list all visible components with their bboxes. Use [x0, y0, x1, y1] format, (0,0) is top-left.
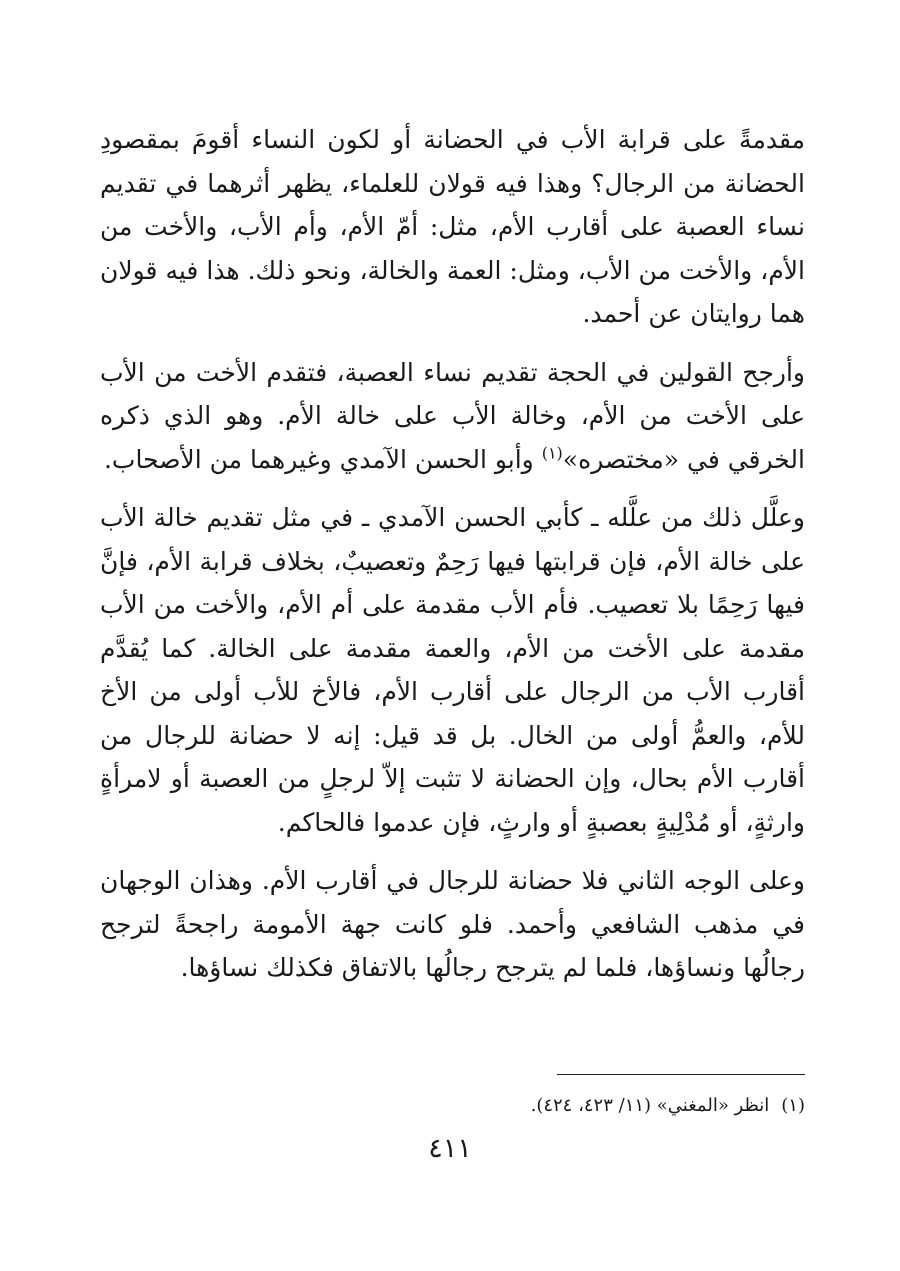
- paragraph-2-text-after-note: وأبو الحسن الآمدي وغيرهما من الأصحاب.: [103, 444, 542, 474]
- page-body: [100, 118, 805, 990]
- paragraph-1: مقدمةً على قرابة الأب في الحضانة أو لكون النساء أقومَ بمقصودِ الحضانة من الرجال؟ وهذا فيه قولان للعلماء، يظهر أثرهما في تقديم نساء العصبة على أقارب الأم، مثل: أمّ الأم، وأم الأب، والأخت من الأم، والأخت من الأب، ومثل: العمة والخالة، ونحو ذلك. هذا فيه قولان هما روايتان عن أحمد.: [100, 125, 805, 328]
- paragraph-3: وعلَّل ذلك من علَّله ـ كأبي الحسن الآمدي ـ في مثل تقديم خالة الأب على خالة الأم، فإن قرابتها فيها رَحِمٌ وتعصيبٌ، بخلاف قرابة الأم، فإنَّ فيها رَحِمًا بلا تعصيب. فأم الأب مقدمة على أم الأم، والأخت من الأب مقدمة على الأخت من الأم، والعمة مقدمة على الخالة. كما يُقدَّم أقارب الأب من الرجال على أقارب الأم، فالأخ للأب أولى من الأخ للأم، والعمُّ أولى من الخال. بل قد قيل: إنه لا حضانة للرجال من أقارب الأم بحال، وإن الحضانة لا تثبت إلاّ لرجلٍ من العصبة أو لامرأةٍ وارثةٍ، أو مُدْلِيةٍ بعصبةٍ أو وارثٍ، فإن عدموا فالحاكم.: [100, 503, 805, 837]
- paragraph-2-text-before-note: وأرجح القولين في الحجة تقديم نساء العصبة، فتقدم الأخت من الأب على الأخت من الأم، وخالة الأب على خالة الأم. وهو الذي ذكره الخرقي في «مختصره»: [100, 357, 805, 474]
- footnote: [100, 1092, 805, 1120]
- page-number: ٤١١: [428, 1133, 472, 1164]
- footnote-reference-mark[interactable]: (١): [541, 443, 563, 463]
- footnote-divider: [557, 1074, 805, 1075]
- footnote-text: انظر «المغني» (١١/ ٤٢٣، ٤٢٤).: [530, 1095, 770, 1116]
- paragraph-2: [100, 351, 805, 482]
- paragraph-4: وعلى الوجه الثاني فلا حضانة للرجال في أقارب الأم. وهذان الوجهان في مذهب الشافعي وأحمد. فلو كانت جهة الأمومة راجحةً لترجح رجالُها ونساؤها، فلما لم يترجح رجالُها بالاتفاق فكذلك نساؤها.: [100, 866, 805, 982]
- footnote-number: (١): [781, 1095, 805, 1116]
